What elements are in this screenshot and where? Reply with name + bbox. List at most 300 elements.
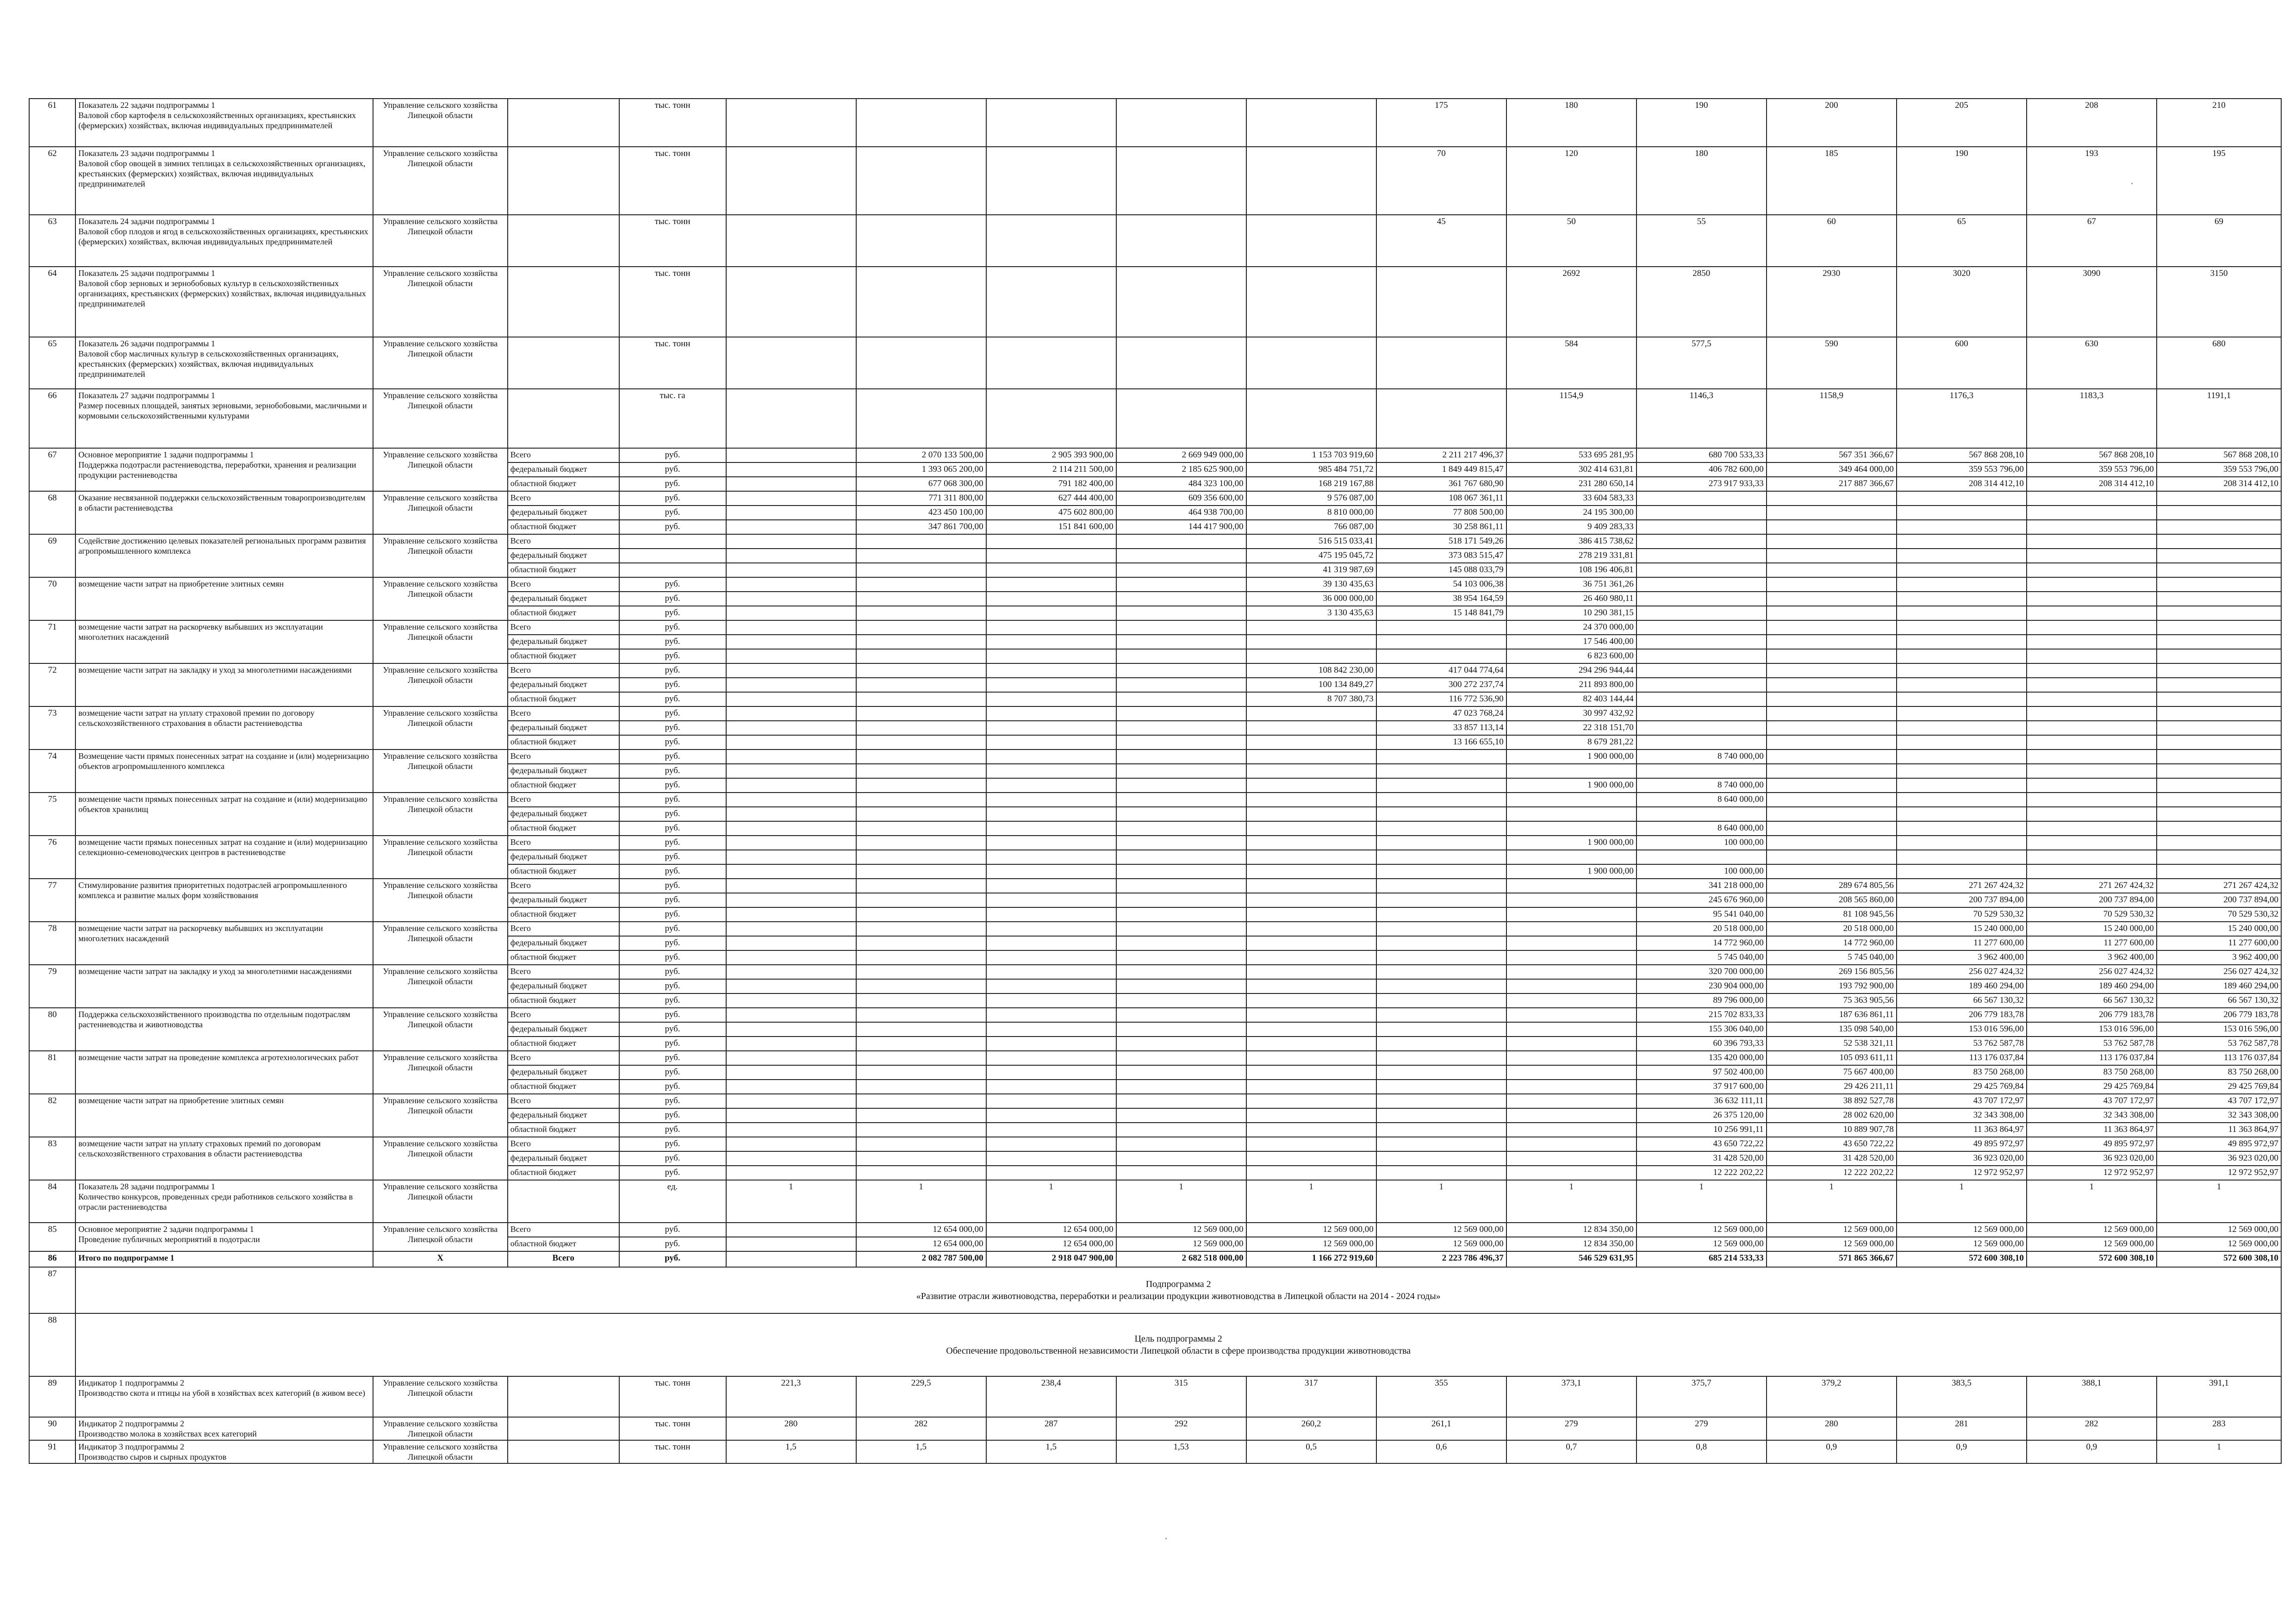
amount-cell: [1116, 1123, 1246, 1137]
funding-source: областной бюджет: [508, 735, 619, 750]
value-cell: 1: [856, 1180, 986, 1223]
total-label: Итого по подпрограмме 1: [75, 1251, 373, 1267]
row-name: Поддержка сельскохозяйственного производства по отдельным подотраслям растениеводства и животноводства: [75, 1008, 373, 1051]
amount-cell: [1116, 592, 1246, 606]
amount-cell: 464 938 700,00: [1116, 506, 1246, 520]
amount-cell: [1246, 936, 1376, 950]
amount-cell: [2157, 750, 2281, 764]
amount-cell: [726, 793, 856, 807]
amount-cell: 217 887 366,67: [1767, 477, 1897, 491]
amount-cell: [856, 1123, 986, 1137]
value-cell: 50: [1506, 215, 1636, 267]
amount-cell: [986, 592, 1116, 606]
amount-cell: 15 240 000,00: [2027, 922, 2157, 936]
unit-cell: руб.: [619, 807, 726, 821]
amount-cell: [726, 549, 856, 563]
responsible-cell: Управление сельского хозяйства Липецкой области: [373, 1376, 508, 1417]
amount-cell: [1376, 750, 1506, 764]
value-cell: 282: [2027, 1417, 2157, 1440]
amount-cell: 60 396 793,33: [1636, 1037, 1767, 1051]
responsible-cell: Управление сельского хозяйства Липецкой области: [373, 706, 508, 750]
amount-cell: 89 796 000,00: [1636, 993, 1767, 1008]
amount-cell: 155 306 040,00: [1636, 1022, 1767, 1037]
unit-cell: руб.: [619, 721, 726, 735]
amount-cell: [2157, 721, 2281, 735]
value-cell: [856, 147, 986, 215]
amount-cell: [2157, 778, 2281, 793]
responsible-cell: Управление сельского хозяйства Липецкой области: [373, 1440, 508, 1463]
amount-cell: 82 403 144,44: [1506, 692, 1636, 706]
row-number: 63: [29, 215, 75, 267]
amount-cell: [1246, 764, 1376, 778]
amount-cell: [1506, 993, 1636, 1008]
value-cell: 210: [2157, 99, 2281, 147]
value-cell: 391,1: [2157, 1376, 2281, 1417]
unit-cell: руб.: [619, 462, 726, 477]
amount-cell: 361 767 680,90: [1376, 477, 1506, 491]
value-cell: [726, 215, 856, 267]
amount-cell: 36 000 000,00: [1246, 592, 1376, 606]
amount-cell: [1116, 764, 1246, 778]
amount-cell: [1506, 922, 1636, 936]
funding-source: Всего: [508, 1223, 619, 1237]
amount-cell: [856, 836, 986, 850]
amount-cell: [2027, 592, 2157, 606]
responsible-cell: Управление сельского хозяйства Липецкой области: [373, 922, 508, 965]
amount-cell: [1767, 577, 1897, 592]
amount-cell: [1897, 577, 2027, 592]
row-name: возмещение части прямых понесенных затрат на создание и (или) модернизацию селекционно-семеноводческих центров в растениеводстве: [75, 836, 373, 879]
table-row: [29, 1440, 2281, 1463]
amount-cell: 26 375 120,00: [1636, 1108, 1767, 1123]
amount-cell: [1376, 979, 1506, 993]
amount-cell: 256 027 424,32: [1897, 965, 2027, 979]
row-number: 88: [29, 1313, 75, 1376]
amount-cell: [1376, 965, 1506, 979]
amount-cell: 2 669 949 000,00: [1116, 448, 1246, 462]
amount-cell: 11 363 864,97: [1897, 1123, 2027, 1137]
amount-cell: [1116, 1022, 1246, 1037]
amount-cell: 423 450 100,00: [856, 506, 986, 520]
total-amount-cell: 546 529 631,95: [1506, 1251, 1636, 1267]
amount-cell: [1897, 864, 2027, 879]
value-cell: 261,1: [1376, 1417, 1506, 1440]
amount-cell: [2157, 850, 2281, 864]
row-number: 73: [29, 706, 75, 750]
responsible-cell: Управление сельского хозяйства Липецкой области: [373, 663, 508, 706]
value-cell: 373,1: [1506, 1376, 1636, 1417]
amount-cell: [1767, 750, 1897, 764]
amount-cell: [1767, 706, 1897, 721]
value-cell: 279: [1636, 1417, 1767, 1440]
amount-cell: 269 156 805,56: [1767, 965, 1897, 979]
amount-cell: [1376, 879, 1506, 893]
amount-cell: [856, 649, 986, 663]
amount-cell: 116 772 536,90: [1376, 692, 1506, 706]
amount-cell: 10 290 381,15: [1506, 606, 1636, 620]
amount-cell: [986, 907, 1116, 922]
amount-cell: [856, 750, 986, 764]
amount-cell: [1116, 778, 1246, 793]
amount-cell: [2027, 649, 2157, 663]
value-cell: 0,9: [1767, 1440, 1897, 1463]
amount-cell: [856, 592, 986, 606]
amount-cell: [1897, 606, 2027, 620]
table-row: [29, 1094, 2281, 1108]
value-cell: 280: [1767, 1417, 1897, 1440]
funding-source: федеральный бюджет: [508, 764, 619, 778]
amount-cell: [1116, 821, 1246, 836]
unit-cell: тыс. га: [619, 389, 726, 448]
amount-cell: 193 792 900,00: [1767, 979, 1897, 993]
table-row: [29, 448, 2281, 462]
amount-cell: 33 604 583,33: [1506, 491, 1636, 506]
table-row: [29, 1267, 2281, 1313]
amount-cell: [1376, 1151, 1506, 1166]
amount-cell: 77 808 500,00: [1376, 506, 1506, 520]
amount-cell: [986, 678, 1116, 692]
amount-cell: 81 108 945,56: [1767, 907, 1897, 922]
amount-cell: 189 460 294,00: [2157, 979, 2281, 993]
amount-cell: [856, 620, 986, 635]
amount-cell: [2027, 778, 2157, 793]
amount-cell: 38 954 164,59: [1376, 592, 1506, 606]
unit-cell: руб.: [619, 1251, 726, 1267]
amount-cell: [1376, 635, 1506, 649]
amount-cell: 70 529 530,32: [1897, 907, 2027, 922]
amount-cell: [1506, 1094, 1636, 1108]
funding-source: областной бюджет: [508, 520, 619, 534]
amount-cell: [1246, 620, 1376, 635]
value-cell: 680: [2157, 337, 2281, 389]
amount-cell: [1897, 735, 2027, 750]
amount-cell: 516 515 033,41: [1246, 534, 1376, 549]
amount-cell: 533 695 281,95: [1506, 448, 1636, 462]
table-row: [29, 620, 2281, 635]
amount-cell: [1897, 778, 2027, 793]
responsible-cell: Управление сельского хозяйства Липецкой области: [373, 1223, 508, 1251]
amount-cell: [1116, 793, 1246, 807]
funding-source: федеральный бюджет: [508, 678, 619, 692]
value-cell: 287: [986, 1417, 1116, 1440]
amount-cell: [1767, 592, 1897, 606]
amount-cell: [1767, 506, 1897, 520]
value-cell: 1: [2027, 1180, 2157, 1223]
amount-cell: [986, 979, 1116, 993]
amount-cell: [1116, 922, 1246, 936]
amount-cell: 49 895 972,97: [2027, 1137, 2157, 1151]
amount-cell: [856, 793, 986, 807]
row-number: 71: [29, 620, 75, 663]
total-amount-cell: 2 918 047 900,00: [986, 1251, 1116, 1267]
unit-cell: руб.: [619, 735, 726, 750]
amount-cell: 12 654 000,00: [856, 1237, 986, 1251]
value-cell: 577,5: [1636, 337, 1767, 389]
amount-cell: [726, 1065, 856, 1080]
value-cell: 355: [1376, 1376, 1506, 1417]
row-number: 67: [29, 448, 75, 491]
amount-cell: [986, 1137, 1116, 1151]
amount-cell: [1506, 1008, 1636, 1022]
amount-cell: 567 868 208,10: [2027, 448, 2157, 462]
value-cell: [856, 99, 986, 147]
table-row: [29, 1251, 2281, 1267]
table-row: [29, 99, 2281, 147]
scan-speck: [2131, 183, 2133, 184]
value-cell: [986, 389, 1116, 448]
funding-source: федеральный бюджет: [508, 462, 619, 477]
amount-cell: [1116, 950, 1246, 965]
amount-cell: 12 569 000,00: [1246, 1237, 1376, 1251]
amount-cell: 2 905 393 900,00: [986, 448, 1116, 462]
funding-source: областной бюджет: [508, 821, 619, 836]
amount-cell: 3 962 400,00: [2027, 950, 2157, 965]
amount-cell: [1376, 793, 1506, 807]
amount-cell: [726, 1137, 856, 1151]
responsible-cell: Управление сельского хозяйства Липецкой области: [373, 1137, 508, 1180]
amount-cell: [1767, 563, 1897, 577]
amount-cell: 256 027 424,32: [2027, 965, 2157, 979]
amount-cell: [1116, 678, 1246, 692]
amount-cell: 108 196 406,81: [1506, 563, 1636, 577]
amount-cell: 8 740 000,00: [1636, 778, 1767, 793]
row-name: возмещение части прямых понесенных затрат на создание и (или) модернизацию объектов хранилищ: [75, 793, 373, 836]
amount-cell: [726, 592, 856, 606]
subprogram-goal: [75, 1313, 2281, 1376]
funding-source: областной бюджет: [508, 563, 619, 577]
unit-cell: руб.: [619, 864, 726, 879]
amount-cell: [726, 706, 856, 721]
amount-cell: 771 311 800,00: [856, 491, 986, 506]
value-cell: [726, 267, 856, 337]
row-number: 84: [29, 1180, 75, 1223]
amount-cell: [986, 692, 1116, 706]
amount-cell: [2027, 620, 2157, 635]
funding-source: федеральный бюджет: [508, 1065, 619, 1080]
amount-cell: [2157, 592, 2281, 606]
amount-cell: [986, 606, 1116, 620]
unit-cell: тыс. тонн: [619, 1417, 726, 1440]
value-cell: [986, 99, 1116, 147]
amount-cell: [856, 549, 986, 563]
value-cell: 1146,3: [1636, 389, 1767, 448]
amount-cell: [1897, 491, 2027, 506]
amount-cell: 289 674 805,56: [1767, 879, 1897, 893]
amount-cell: [1116, 549, 1246, 563]
amount-cell: [1376, 864, 1506, 879]
value-cell: [726, 337, 856, 389]
amount-cell: [1116, 807, 1246, 821]
amount-cell: [856, 821, 986, 836]
unit-cell: руб.: [619, 965, 726, 979]
amount-cell: [1246, 893, 1376, 907]
amount-cell: 113 176 037,84: [2027, 1051, 2157, 1065]
amount-cell: [726, 1108, 856, 1123]
amount-cell: [1767, 821, 1897, 836]
amount-cell: [1116, 864, 1246, 879]
unit-cell: руб.: [619, 506, 726, 520]
amount-cell: [1897, 692, 2027, 706]
amount-cell: [1246, 750, 1376, 764]
amount-cell: [1246, 864, 1376, 879]
funding-source: Всего: [508, 793, 619, 807]
total-amount-cell: 571 865 366,67: [1767, 1251, 1897, 1267]
value-cell: 1: [1506, 1180, 1636, 1223]
amount-cell: 153 016 596,00: [2027, 1022, 2157, 1037]
amount-cell: 8 640 000,00: [1636, 821, 1767, 836]
amount-cell: [2157, 692, 2281, 706]
amount-cell: [1636, 635, 1767, 649]
amount-cell: [2027, 850, 2157, 864]
amount-cell: 677 068 300,00: [856, 477, 986, 491]
amount-cell: [1506, 907, 1636, 922]
amount-cell: 11 363 864,97: [2157, 1123, 2281, 1137]
amount-cell: [1767, 649, 1897, 663]
value-cell: 1: [2157, 1440, 2281, 1463]
funding-source: Всего: [508, 577, 619, 592]
value-cell: [986, 147, 1116, 215]
amount-cell: [2027, 764, 2157, 778]
amount-cell: [856, 678, 986, 692]
funding-source: Всего: [508, 491, 619, 506]
amount-cell: 766 087,00: [1246, 520, 1376, 534]
value-cell: 69: [2157, 215, 2281, 267]
amount-cell: [856, 1137, 986, 1151]
amount-cell: 105 093 611,11: [1767, 1051, 1897, 1065]
amount-cell: 1 153 703 919,60: [1246, 448, 1376, 462]
amount-cell: [856, 635, 986, 649]
source-cell: [508, 1417, 619, 1440]
amount-cell: 36 632 111,11: [1636, 1094, 1767, 1108]
funding-source: областной бюджет: [508, 477, 619, 491]
responsible-cell: Управление сельского хозяйства Липецкой области: [373, 750, 508, 793]
amount-cell: 985 484 751,72: [1246, 462, 1376, 477]
amount-cell: 100 000,00: [1636, 836, 1767, 850]
amount-cell: [726, 477, 856, 491]
amount-cell: [986, 936, 1116, 950]
row-name: Показатель 26 задачи подпрограммы 1 Валовой сбор масличных культур в сельскохозяйственных организациях, крестьянских (фермерских) хозяйствах, включая индивидуальных предпринимателей: [75, 337, 373, 389]
value-cell: 208: [2027, 99, 2157, 147]
table-row: [29, 267, 2281, 337]
amount-cell: 70 529 530,32: [2157, 907, 2281, 922]
amount-cell: [1506, 1123, 1636, 1137]
amount-cell: 12 569 000,00: [1767, 1223, 1897, 1237]
amount-cell: [726, 506, 856, 520]
amount-cell: [986, 993, 1116, 1008]
amount-cell: [1506, 893, 1636, 907]
amount-cell: [856, 706, 986, 721]
amount-cell: [1506, 1022, 1636, 1037]
value-cell: [1246, 215, 1376, 267]
unit-cell: руб.: [619, 577, 726, 592]
value-cell: [1116, 147, 1246, 215]
amount-cell: 189 460 294,00: [2027, 979, 2157, 993]
unit-cell: руб.: [619, 750, 726, 764]
row-name: возмещение части затрат на уплату страховой премии по договору сельскохозяйственного страхования в области растениеводства: [75, 706, 373, 750]
amount-cell: [1767, 836, 1897, 850]
amount-cell: 12 654 000,00: [986, 1223, 1116, 1237]
funding-source: Всего: [508, 706, 619, 721]
unit-cell: руб.: [619, 1022, 726, 1037]
amount-cell: [726, 993, 856, 1008]
amount-cell: [1116, 620, 1246, 635]
amount-cell: [1116, 1051, 1246, 1065]
responsible-cell: Управление сельского хозяйства Липецкой области: [373, 1051, 508, 1094]
amount-cell: 36 923 020,00: [1897, 1151, 2027, 1166]
amount-cell: [2027, 606, 2157, 620]
amount-cell: [1376, 1166, 1506, 1180]
amount-cell: [726, 778, 856, 793]
amount-cell: [1897, 506, 2027, 520]
amount-cell: [1116, 1080, 1246, 1094]
amount-cell: 11 277 600,00: [2157, 936, 2281, 950]
amount-cell: 32 343 308,00: [2157, 1108, 2281, 1123]
amount-cell: [986, 1051, 1116, 1065]
amount-cell: [726, 534, 856, 549]
responsible-cell: Управление сельского хозяйства Липецкой области: [373, 215, 508, 267]
amount-cell: 43 707 172,97: [2157, 1094, 2281, 1108]
total-amount-cell: 2 223 786 496,37: [1376, 1251, 1506, 1267]
amount-cell: [2027, 491, 2157, 506]
amount-cell: [2157, 793, 2281, 807]
amount-cell: 36 923 020,00: [2027, 1151, 2157, 1166]
amount-cell: [986, 706, 1116, 721]
amount-cell: [856, 907, 986, 922]
amount-cell: 386 415 738,62: [1506, 534, 1636, 549]
responsible-cell: Управление сельского хозяйства Липецкой области: [373, 879, 508, 922]
amount-cell: [1897, 549, 2027, 563]
amount-cell: [726, 950, 856, 965]
amount-cell: [856, 850, 986, 864]
responsible-cell: Управление сельского хозяйства Липецкой области: [373, 836, 508, 879]
table-row: [29, 965, 2281, 979]
amount-cell: [726, 936, 856, 950]
amount-cell: 300 272 237,74: [1376, 678, 1506, 692]
amount-cell: [726, 965, 856, 979]
funding-source: областной бюджет: [508, 1037, 619, 1051]
amount-cell: [1376, 922, 1506, 936]
amount-cell: [2157, 678, 2281, 692]
amount-cell: [1897, 678, 2027, 692]
amount-cell: [2027, 549, 2157, 563]
funding-source: федеральный бюджет: [508, 979, 619, 993]
value-cell: 1: [1897, 1180, 2027, 1223]
responsible-cell: Управление сельского хозяйства Липецкой области: [373, 147, 508, 215]
row-name: Индикатор 2 подпрограммы 2 Производство молока в хозяйствах всех категорий: [75, 1417, 373, 1440]
amount-cell: 43 650 722,22: [1636, 1137, 1767, 1151]
amount-cell: 475 602 800,00: [986, 506, 1116, 520]
source-cell: [508, 147, 619, 215]
amount-cell: [1767, 735, 1897, 750]
value-cell: 1: [1246, 1180, 1376, 1223]
amount-cell: [2027, 577, 2157, 592]
amount-cell: 5 745 040,00: [1636, 950, 1767, 965]
amount-cell: [1376, 836, 1506, 850]
amount-cell: 475 195 045,72: [1246, 549, 1376, 563]
amount-cell: [986, 1166, 1116, 1180]
amount-cell: [1506, 850, 1636, 864]
amount-cell: [1636, 721, 1767, 735]
value-cell: 175: [1376, 99, 1506, 147]
amount-cell: 12 569 000,00: [2027, 1237, 2157, 1251]
amount-cell: 208 314 412,10: [2157, 477, 2281, 491]
amount-cell: [856, 936, 986, 950]
amount-cell: [2027, 506, 2157, 520]
unit-cell: руб.: [619, 821, 726, 836]
unit-cell: руб.: [619, 1008, 726, 1022]
amount-cell: [1897, 706, 2027, 721]
funding-source: областной бюджет: [508, 993, 619, 1008]
